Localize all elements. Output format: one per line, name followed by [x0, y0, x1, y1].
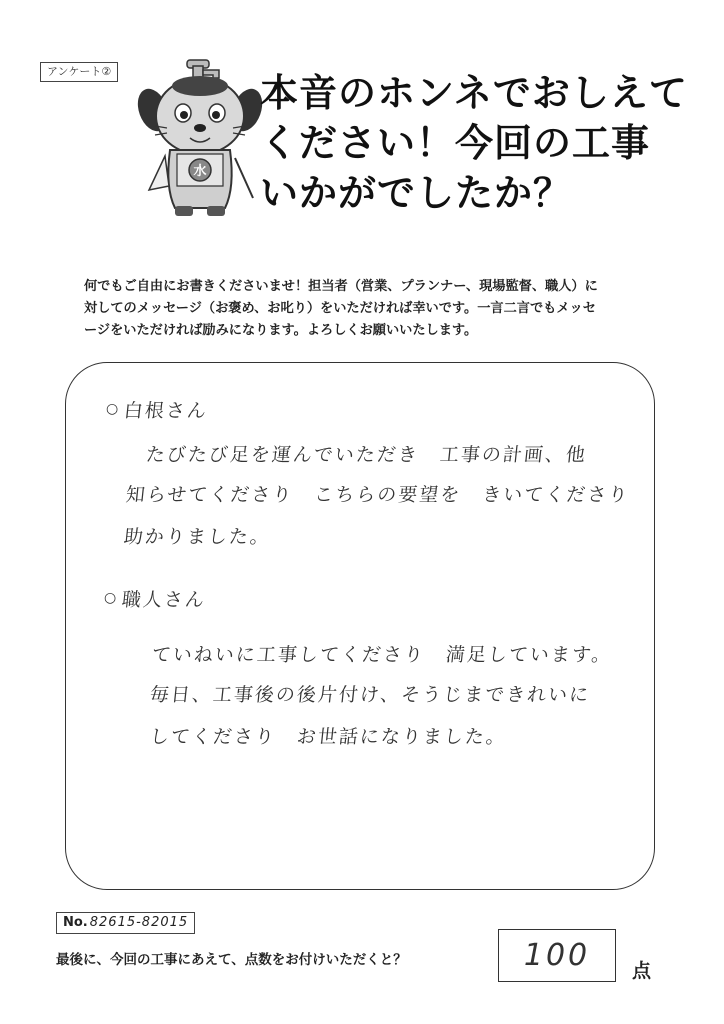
intro-line-2: 対してのメッセージ（お褒め、お叱り）をいただければ幸いです。一言二言でもメッセ: [84, 301, 596, 316]
survey-number: [56, 912, 195, 934]
headline: [260, 68, 688, 218]
score-box: [498, 929, 616, 982]
intro-line-1: 何でもご自由にお書きくださいませ！担当者（営業、プランナー、現場監督、職人）に: [84, 279, 598, 294]
bullet-icon: ○: [104, 590, 117, 606]
headline-line-2: ください！今回の工事: [260, 121, 651, 165]
survey-number-value: 82615-82015: [89, 915, 189, 930]
section1-name: 白根さん: [122, 400, 210, 422]
headline-line-1: 本音のホンネでおしえて: [260, 71, 688, 115]
score-unit: 点: [632, 960, 652, 982]
section1-line-2: 知らせてくださり こちらの要望を きいてくださり: [124, 484, 631, 506]
section1-line-1: たびたび足を運んでいただき 工事の計画、他: [144, 444, 589, 466]
survey-tag: アンケート②: [40, 62, 118, 82]
score-value: 100: [523, 938, 591, 973]
intro-line-3: ージをいただければ励みになります。よろしくお願いいたします。: [84, 323, 478, 338]
bullet-icon: ○: [106, 401, 119, 417]
section1-line-3: 助かりました。: [122, 526, 273, 548]
faucet-icon: [187, 60, 219, 78]
closing-question: 最後に、今回の工事にあえて、点数をお付けいただくと？: [56, 952, 407, 968]
mascot-badge: 水: [193, 164, 207, 179]
survey-number-label: No.: [63, 915, 88, 930]
section2-name: 職人さん: [120, 589, 208, 611]
section2-line-3: してくださり お世話になりました。: [148, 726, 509, 748]
section2-line-2: 毎日、工事後の後片付け、そうじまできれいに: [148, 684, 592, 706]
section2-line-1: ていねいに工事してくださり 満足しています。: [150, 644, 614, 666]
mascot-illustration: [135, 58, 265, 218]
intro-text: [84, 276, 649, 342]
headline-line-3: いかがでしたか？: [260, 171, 573, 215]
